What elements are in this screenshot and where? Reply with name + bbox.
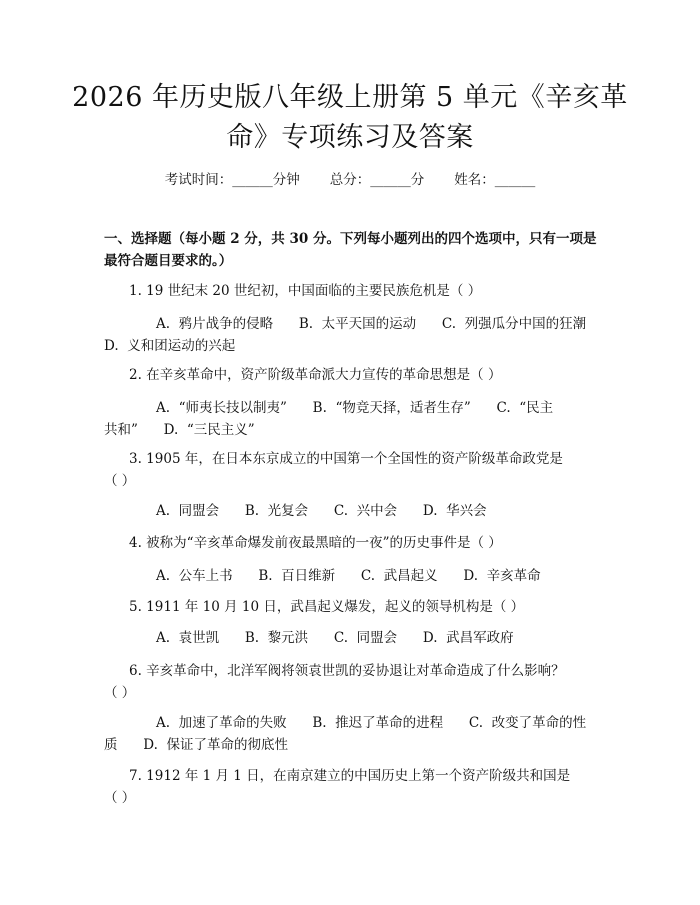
question-4-options (104, 565, 604, 587)
question-4-stem: 4. 被称为“辛亥革命爆发前夜最黑暗的一夜”的历史事件是（ ） (129, 535, 502, 551)
question-5-stem: 5. 1911 年 10 月 10 日，武昌起义爆发，起义的领导机构是（ ） (129, 599, 525, 615)
student-name-label: 姓名：______ (454, 172, 536, 188)
question-3-options-line-1: A. 同盟会 B. 光复会 C. 兴中会 D. 华兴会 (156, 503, 487, 519)
section-heading (104, 228, 604, 272)
question-3-stem-line-2: （ ） (104, 473, 136, 489)
question-3-options (104, 500, 604, 522)
question-2-stem: 2. 在辛亥革命中，资产阶级革命派大力宣传的革命思想是（ ） (129, 367, 502, 383)
question-1-options-line-1: A. 鸦片战争的侵略 B. 太平天国的运动 C. 列强瓜分中国的狂潮 (156, 316, 587, 332)
exam-meta (0, 168, 700, 188)
question-2-options (104, 397, 604, 441)
question-6-stem (104, 660, 604, 704)
question-1-options-line-2: D. 义和团运动的兴起 (104, 338, 236, 354)
question-7-stem-line-2: （ ） (104, 790, 136, 806)
question-3-stem-line-1: 3. 1905 年，在日本东京成立的中国第一个全国性的资产阶级革命政党是 (129, 451, 563, 467)
question-6-options-line-2: 质 D. 保证了革命的彻底性 (104, 737, 288, 753)
question-5-options (104, 627, 604, 649)
question-3-stem (104, 448, 604, 492)
question-7-stem (104, 765, 604, 809)
title-line-1: 2026 年历史版八年级上册第 5 单元《辛亥革 (72, 82, 628, 113)
question-6-stem-line-2: （ ） (104, 685, 136, 701)
section-heading-line-1: 一、选择题（每小题 2 分，共 30 分。下列每小题列出的四个选项中，只有一项是 (104, 231, 597, 247)
question-4-options-line-1: A. 公车上书 B. 百日维新 C. 武昌起义 D. 辛亥革命 (156, 568, 541, 584)
question-7-stem-line-1: 7. 1912 年 1 月 1 日，在南京建立的中国历史上第一个资产阶级共和国是 (129, 768, 571, 784)
question-6-options (104, 712, 604, 756)
section-heading-line-2: 最符合题目要求的。） (104, 253, 233, 269)
question-2-options-line-1: A. “师夷长技以制夷” B. “物竞天择，适者生存” C. “民主 (156, 400, 554, 416)
question-6-options-line-1: A. 加速了革命的失败 B. 推迟了革命的进程 C. 改变了革命的性 (156, 715, 587, 731)
total-score-label: 总分：______分 (329, 172, 425, 188)
title-line-2: 命》专项练习及答案 (226, 122, 474, 153)
question-1-stem: 1. 19 世纪末 20 世纪初，中国面临的主要民族危机是（ ） (129, 283, 482, 299)
question-6-stem-line-1: 6. 辛亥革命中，北洋军阀将领袁世凯的妥协退让对革命造成了什么影响？ (129, 663, 565, 679)
question-5-options-line-1: A. 袁世凯 B. 黎元洪 C. 同盟会 D. 武昌军政府 (156, 630, 514, 646)
page-title (60, 78, 640, 158)
question-1-options (104, 313, 604, 357)
exam-time-label: 考试时间：______分钟 (164, 172, 300, 188)
question-2-options-line-2: 共和” D. “三民主义” (104, 422, 255, 438)
